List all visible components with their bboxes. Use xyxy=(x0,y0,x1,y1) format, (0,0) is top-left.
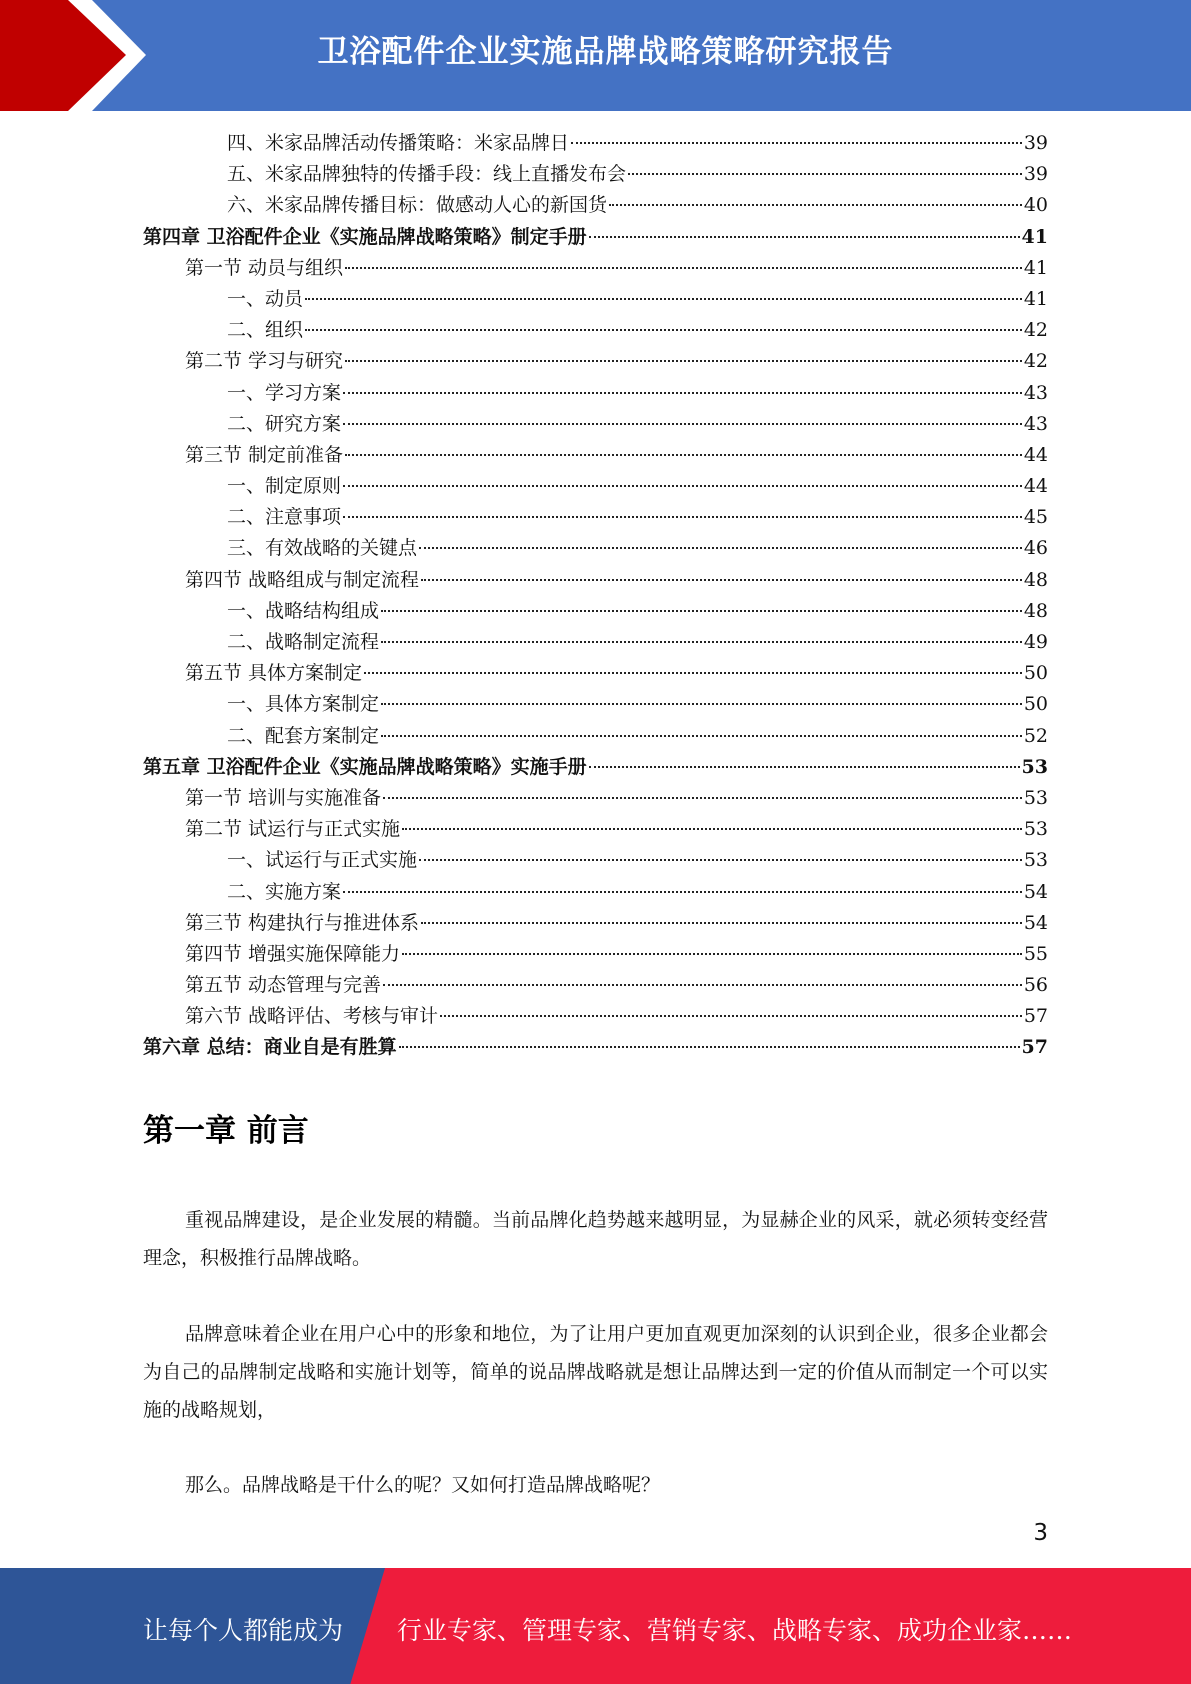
toc-entry-label: 一、学习方案 xyxy=(227,381,342,404)
toc-dot-leader xyxy=(343,891,1022,893)
toc-entry-label: 二、配套方案制定 xyxy=(227,724,380,747)
toc-entry-page: 57 xyxy=(1023,1005,1048,1028)
toc-entry[interactable] xyxy=(143,814,1048,845)
toc-entry[interactable] xyxy=(143,1032,1048,1063)
toc-entry[interactable] xyxy=(143,1001,1048,1032)
toc-entry-label: 第四节 战略组成与制定流程 xyxy=(185,568,420,591)
toc-dot-leader xyxy=(343,392,1022,394)
toc-entry-page: 57 xyxy=(1021,1036,1048,1059)
toc-entry-page: 42 xyxy=(1023,350,1048,373)
toc-entry-page: 52 xyxy=(1023,724,1048,747)
toc-dot-leader xyxy=(305,298,1022,300)
toc-entry-page: 53 xyxy=(1023,818,1048,841)
toc-entry-label: 二、研究方案 xyxy=(227,412,342,435)
toc-entry[interactable] xyxy=(143,440,1048,471)
toc-dot-leader xyxy=(381,735,1022,737)
toc-dot-leader xyxy=(399,1046,1020,1048)
toc-entry[interactable] xyxy=(143,970,1048,1001)
toc-entry-label: 一、动员 xyxy=(227,287,304,310)
toc-entry[interactable] xyxy=(143,721,1048,752)
toc-entry-label: 第五节 动态管理与完善 xyxy=(185,974,382,997)
toc-dot-leader xyxy=(421,579,1022,581)
toc-entry-page: 46 xyxy=(1023,537,1048,560)
toc-entry-page: 41 xyxy=(1023,256,1048,279)
toc-entry-label: 第二节 学习与研究 xyxy=(185,350,344,373)
toc-entry[interactable] xyxy=(143,284,1048,315)
toc-dot-leader xyxy=(381,641,1022,643)
toc-entry[interactable] xyxy=(143,315,1048,346)
toc-entry[interactable] xyxy=(143,222,1048,253)
toc-entry-page: 49 xyxy=(1023,631,1048,653)
toc-entry-page: 55 xyxy=(1023,942,1048,965)
page-footer xyxy=(0,1568,1191,1684)
table-of-contents xyxy=(143,128,1048,1064)
toc-entry-page: 53 xyxy=(1023,849,1048,872)
toc-entry-page: 40 xyxy=(1023,194,1048,217)
toc-entry-label: 第六章 总结：商业自是有胜算 xyxy=(143,1036,397,1059)
toc-entry-label: 二、组织 xyxy=(227,319,304,342)
paragraph-3: 那么。品牌战略是干什么的呢？又如何打造品牌战略呢？ xyxy=(185,1474,661,1496)
toc-dot-leader xyxy=(383,797,1022,799)
toc-entry[interactable] xyxy=(143,752,1048,783)
toc-entry-label: 第四章 卫浴配件企业《实施品牌战略策略》制定手册 xyxy=(143,225,587,248)
toc-entry-label: 四、米家品牌活动传播策略：米家品牌日 xyxy=(227,132,570,154)
toc-entry-page: 54 xyxy=(1023,880,1048,903)
page-number: 3 xyxy=(1033,1520,1048,1546)
toc-dot-leader xyxy=(589,236,1020,238)
toc-entry-label: 第三节 构建执行与推进体系 xyxy=(185,911,420,934)
toc-dot-leader xyxy=(440,1015,1022,1017)
toc-entry[interactable] xyxy=(143,533,1048,564)
toc-dot-leader xyxy=(345,454,1022,456)
toc-entry-label: 三、有效战略的关键点 xyxy=(227,537,418,560)
toc-dot-leader xyxy=(402,828,1022,830)
toc-entry-label: 第三节 制定前准备 xyxy=(185,443,344,466)
toc-entry-label: 一、战略结构组成 xyxy=(227,599,380,622)
toc-entry-label: 二、战略制定流程 xyxy=(227,631,380,653)
toc-entry-label: 二、注意事项 xyxy=(227,506,342,529)
toc-entry-page: 44 xyxy=(1023,475,1048,498)
toc-entry[interactable] xyxy=(143,596,1048,627)
toc-dot-leader xyxy=(345,267,1022,269)
toc-dot-leader xyxy=(419,547,1022,549)
toc-entry-label: 二、实施方案 xyxy=(227,880,342,903)
toc-entry-label: 一、试运行与正式实施 xyxy=(227,849,418,872)
toc-entry-page: 41 xyxy=(1023,287,1048,310)
toc-entry[interactable] xyxy=(143,378,1048,409)
toc-entry-page: 39 xyxy=(1023,163,1048,186)
toc-entry[interactable] xyxy=(143,502,1048,533)
toc-entry[interactable] xyxy=(143,409,1048,440)
toc-dot-leader xyxy=(419,859,1022,861)
toc-entry[interactable] xyxy=(143,658,1048,689)
chapter-heading: 第一章 前言 xyxy=(143,1113,309,1149)
toc-dot-leader xyxy=(364,672,1022,674)
toc-dot-leader xyxy=(421,922,1022,924)
toc-entry-page: 48 xyxy=(1023,599,1048,622)
toc-entry-label: 第一节 培训与实施准备 xyxy=(185,786,382,809)
toc-entry-label: 第二节 试运行与正式实施 xyxy=(185,818,401,841)
toc-entry[interactable] xyxy=(143,845,1048,876)
toc-entry[interactable] xyxy=(143,565,1048,596)
page-header xyxy=(0,0,1191,111)
toc-entry-page: 45 xyxy=(1023,506,1048,529)
toc-entry-page: 44 xyxy=(1023,443,1048,466)
toc-dot-leader xyxy=(381,703,1022,705)
toc-entry-page: 43 xyxy=(1023,381,1048,404)
toc-entry[interactable] xyxy=(143,939,1048,970)
toc-dot-leader xyxy=(609,204,1022,206)
toc-entry-label: 第六节 战略评估、考核与审计 xyxy=(185,1005,439,1028)
toc-entry-page: 39 xyxy=(1023,132,1048,154)
toc-dot-leader xyxy=(343,516,1022,518)
toc-dot-leader xyxy=(571,142,1022,144)
toc-entry[interactable] xyxy=(143,346,1048,377)
toc-entry-label: 一、制定原则 xyxy=(227,475,342,498)
toc-entry-label: 一、具体方案制定 xyxy=(227,693,380,716)
toc-entry[interactable] xyxy=(143,128,1048,159)
toc-entry-page: 50 xyxy=(1023,693,1048,716)
toc-dot-leader xyxy=(402,953,1022,955)
toc-entry[interactable] xyxy=(143,627,1048,658)
toc-entry-label: 五、米家品牌独特的传播手段：线上直播发布会 xyxy=(227,163,627,186)
toc-entry[interactable] xyxy=(143,253,1048,284)
paragraph-1: 重视品牌建设，是企业发展的精髓。当前品牌化趋势越来越明显，为显赫企业的风采，就必须转变经营理念，积极推行品牌战略。 xyxy=(143,1209,1048,1269)
toc-entry[interactable] xyxy=(143,190,1048,221)
toc-entry-page: 48 xyxy=(1023,568,1048,591)
footer-slogan-right: 行业专家、管理专家、营销专家、战略专家、成功企业家…… xyxy=(397,1616,1073,1645)
toc-entry-label: 六、米家品牌传播目标：做感动人心的新国货 xyxy=(227,194,608,217)
toc-entry-label: 第四节 增强实施保障能力 xyxy=(185,942,401,965)
toc-dot-leader xyxy=(383,984,1022,986)
toc-entry[interactable] xyxy=(143,471,1048,502)
toc-entry-label: 第五章 卫浴配件企业《实施品牌战略策略》实施手册 xyxy=(143,755,587,778)
toc-entry-label: 第五节 具体方案制定 xyxy=(185,662,363,685)
toc-dot-leader xyxy=(343,423,1022,425)
toc-entry-page: 41 xyxy=(1021,225,1048,248)
toc-entry-page: 53 xyxy=(1021,755,1048,778)
paragraph-2: 品牌意味着企业在用户心中的形象和地位，为了让用户更加直观更加深刻的认识到企业，很多企业都会为自己的品牌制定战略和实施计划等，简单的说品牌战略就是想让品牌达到一定的价值从而制定一个可以实施的战略规划， xyxy=(143,1323,1048,1421)
toc-dot-leader xyxy=(343,485,1022,487)
toc-dot-leader xyxy=(589,766,1020,768)
toc-entry[interactable] xyxy=(143,159,1048,190)
toc-entry[interactable] xyxy=(143,689,1048,720)
toc-entry-page: 53 xyxy=(1023,786,1048,809)
toc-dot-leader xyxy=(381,610,1022,612)
toc-entry-page: 56 xyxy=(1023,974,1048,997)
toc-entry-page: 43 xyxy=(1023,412,1048,435)
toc-entry-page: 42 xyxy=(1023,319,1048,342)
toc-dot-leader xyxy=(345,360,1022,362)
toc-entry-label: 第一节 动员与组织 xyxy=(185,256,344,279)
document-title: 卫浴配件企业实施品牌战略策略研究报告 xyxy=(317,34,894,70)
toc-entry[interactable] xyxy=(143,783,1048,814)
toc-entry-page: 50 xyxy=(1023,662,1048,685)
toc-entry[interactable] xyxy=(143,908,1048,939)
toc-dot-leader xyxy=(628,173,1022,175)
footer-slogan-left: 让每个人都能成为 xyxy=(143,1616,344,1645)
toc-entry[interactable] xyxy=(143,877,1048,908)
toc-dot-leader xyxy=(305,329,1022,331)
toc-entry-page: 54 xyxy=(1023,911,1048,934)
